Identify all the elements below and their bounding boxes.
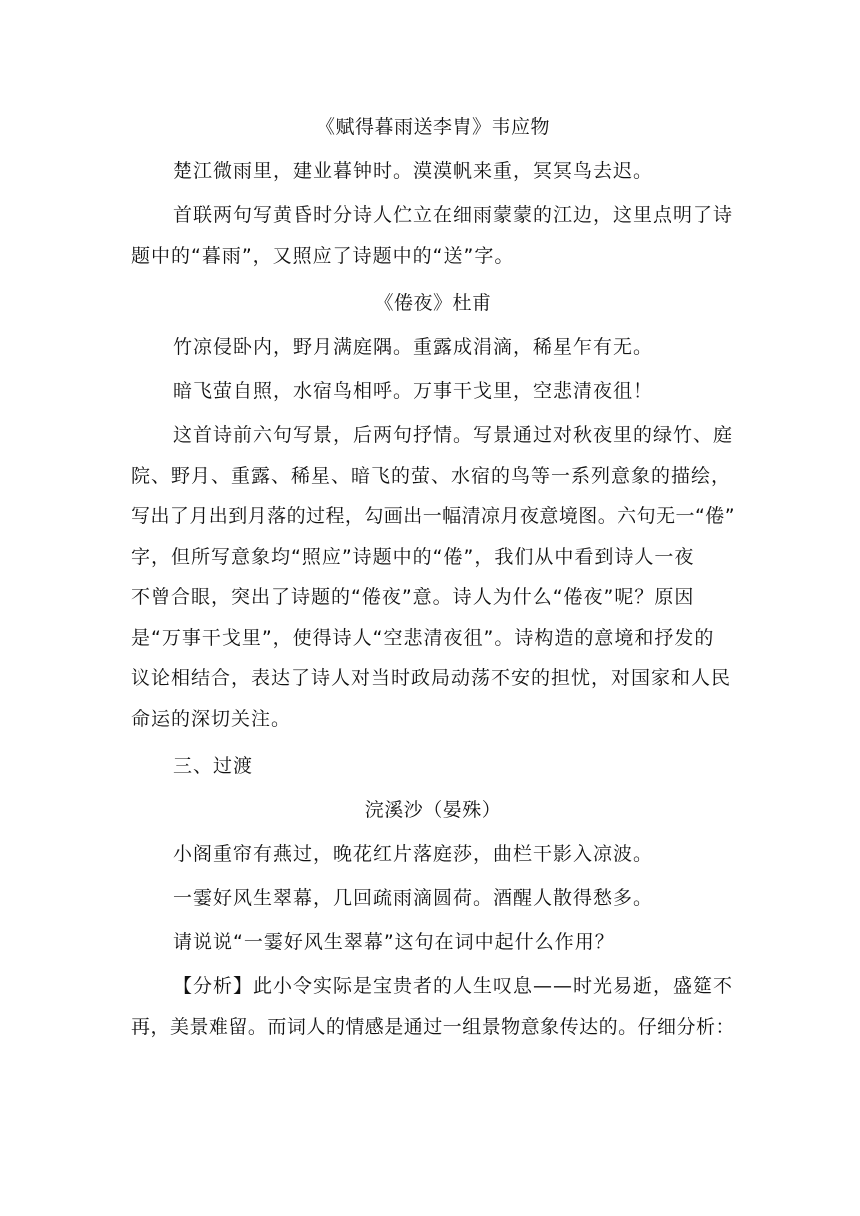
poem3-line-1: 小阁重帘有燕过，晚花红片落庭莎，曲栏干影入凉波。 [173,843,654,865]
poem3-analysis-line: 【分析】此小令实际是宝贵者的人生叹息——时光易逝，盛筵不 [173,975,734,997]
poem2-line-2: 暗飞萤自照，水宿鸟相呼。万事干戈里，空悲清夜徂！ [173,380,654,402]
poem3-analysis [131,966,735,1047]
poem2-analysis-line: 这首诗前六句写景，后两句抒情。写景通过对秋夜里的绿竹、庭 [173,424,734,446]
poem2-analysis-line: 是“万事干戈里”，使得诗人“空悲清夜徂”。诗构造的意境和抒发的 [131,626,715,649]
section-heading: 三、过渡 [173,755,254,777]
poem3-title: 浣溪沙（晏殊） [364,799,502,821]
poem2-line-1: 竹凉侵卧内，野月满庭隅。重露成涓滴，稀星乍有无。 [173,336,654,358]
poem1-analysis [131,195,735,276]
poem1-analysis-line: 首联两句写黄昏时分诗人伫立在细雨蒙蒙的江边，这里点明了诗 [173,204,734,226]
poem1-analysis-line: 题中的“暮雨”，又照应了诗题中的“送”字。 [131,244,515,267]
poem2-analysis-line: 不曾合眼，突出了诗题的“倦夜”意。诗人为什么“倦夜”呢？原因 [131,586,695,608]
poem3-line-2: 一霎好风生翠幕，几回疏雨滴圆荷。酒醒人散得愁多。 [173,887,654,909]
poem1-title: 《赋得暮雨送李胄》韦应物 [315,116,550,138]
poem1-line-1: 楚江微雨里，建业暮钟时。漠漠帆来重，冥冥鸟去迟。 [173,160,654,182]
poem2-analysis-line: 写出了月出到月落的过程，勾画出一幅清凉月夜意境图。六句无一“倦” [131,505,735,527]
document-page [131,110,735,1047]
poem2-analysis-line: 议论相结合，表达了诗人对当时政局动荡不安的担忧，对国家和人民 [131,667,732,689]
poem3-question: 请说说“一霎好风生翠幕”这句在词中起什么作用？ [173,931,615,953]
poem2-analysis-line: 命运的深切关注。 [131,707,292,730]
poem2-analysis-line: 院、野月、重露、稀星、暗飞的萤、水宿的鸟等一系列意象的描绘， [131,464,732,487]
poem2-analysis-line: 字，但所写意象均“照应”诗题中的“倦”，我们从中看到诗人一夜 [131,545,695,568]
poem2-title: 《倦夜》杜甫 [374,292,492,314]
poem3-analysis-line: 再，美景难留。而词人的情感是通过一组景物意象传达的。仔细分析： [131,1015,735,1038]
poem2-analysis [131,415,735,739]
